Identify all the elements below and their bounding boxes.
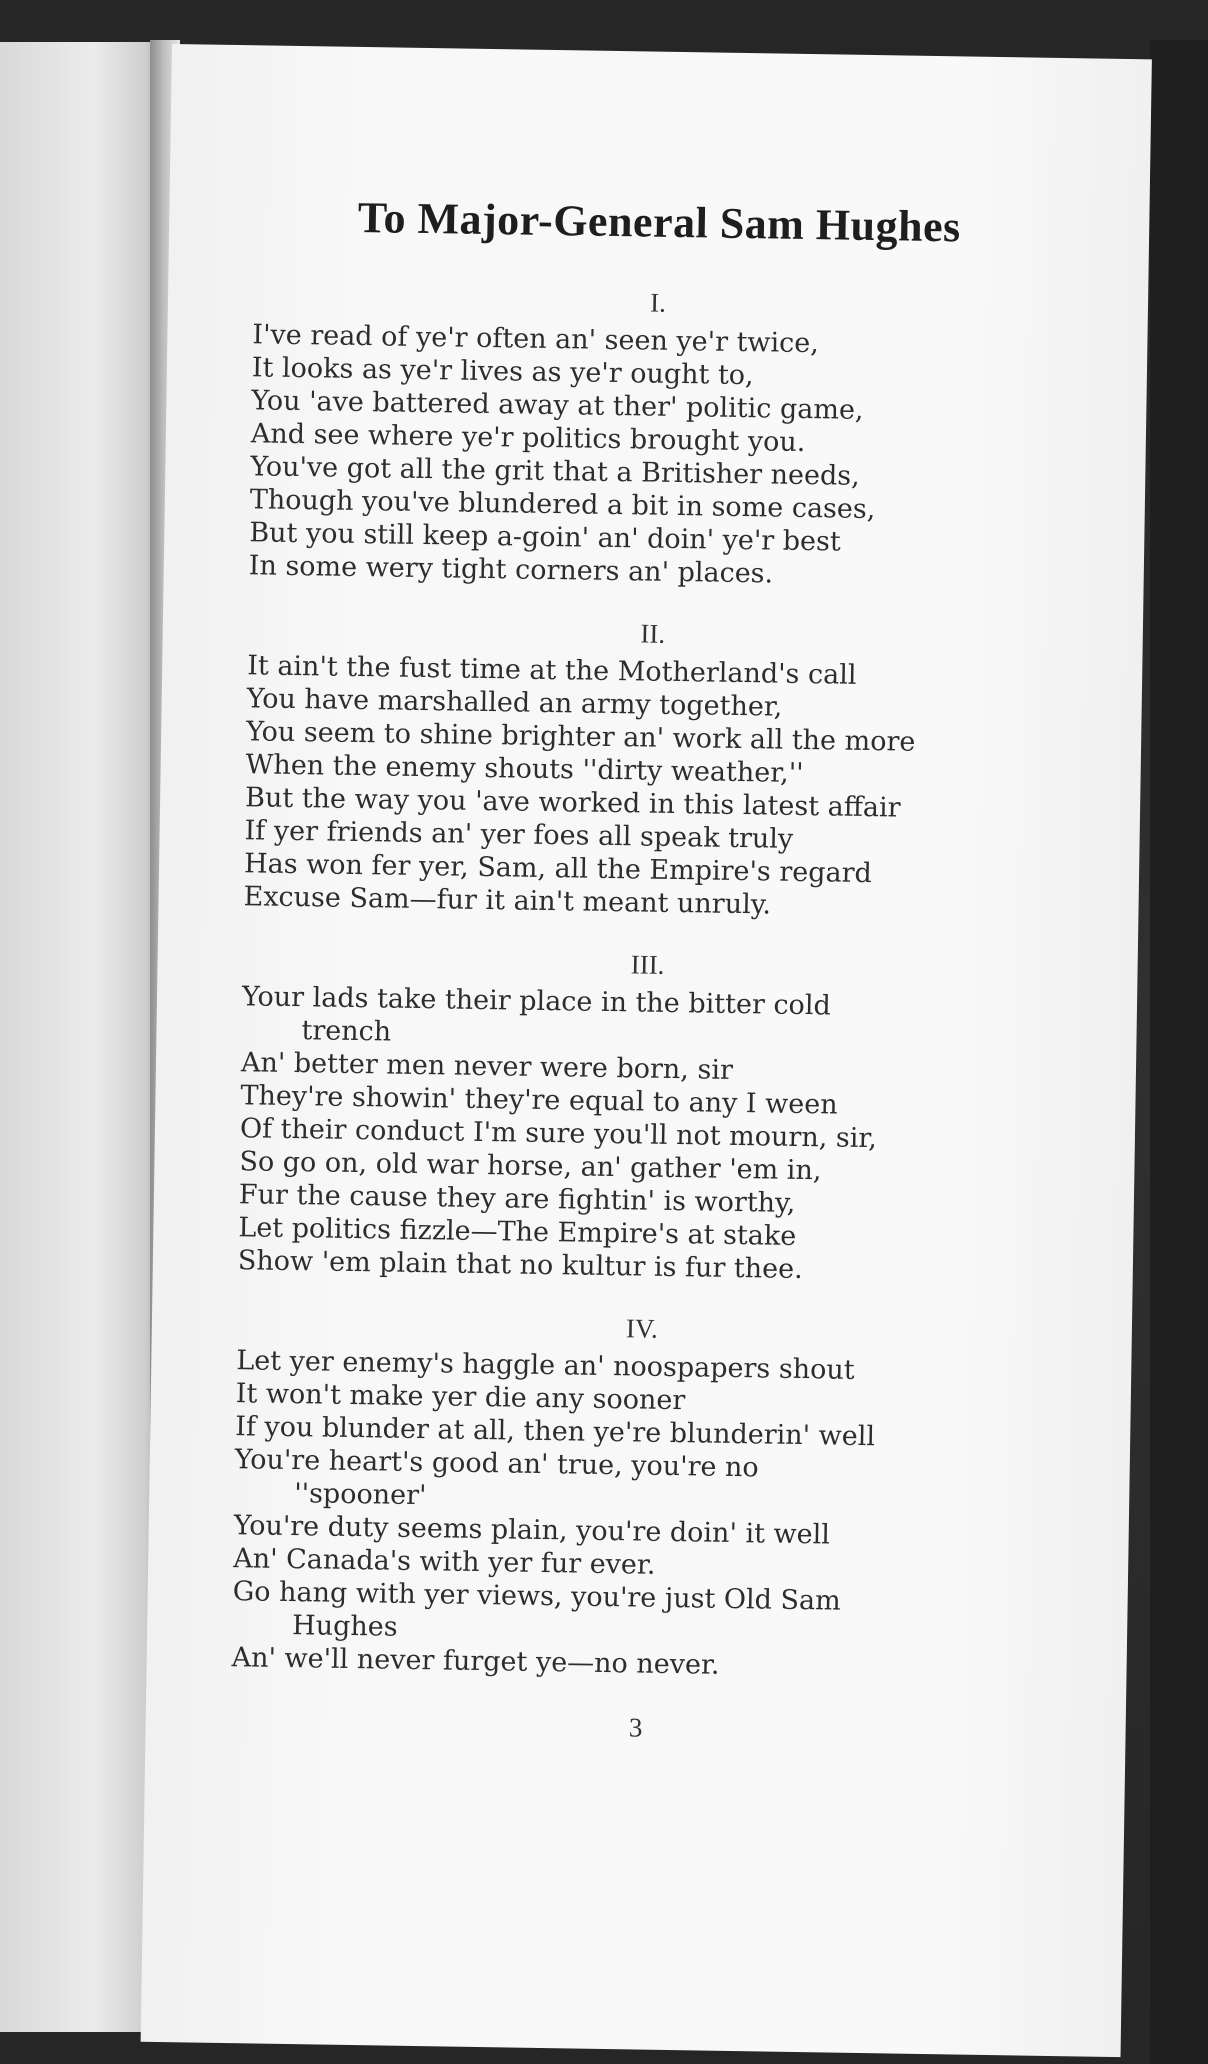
verse-line-continuation: ''spooner'	[294, 1478, 427, 1512]
verse-line: An' we'll never furget ye—no never.	[231, 1642, 720, 1681]
verse-line: In some wery tight corners an' places.	[248, 550, 774, 590]
verse-line: You 'ave battered away at ther' politic game,	[251, 385, 864, 426]
verse-line: An' better men never were born, sir	[240, 1047, 734, 1086]
verse-line: Though you've blundered a bit in some cases,	[249, 484, 876, 526]
verse-line: And see where ye'r politics brought you.	[250, 418, 806, 458]
verse-line: Fur the cause they are fightin' is worthy,	[238, 1179, 796, 1219]
stanza-numeral: III.	[630, 949, 665, 980]
stanza-4	[231, 1307, 1047, 1687]
verse-line: Go hang with yer views, you're just Old Sam	[232, 1576, 841, 1617]
page-content	[230, 190, 1064, 1750]
stanza-numeral: I.	[649, 287, 667, 318]
verse-line: But the way you 'ave worked in this latest affair	[244, 782, 901, 824]
verse-line: Of their conduct I'm sure you'll not mourn, sir,	[239, 1113, 878, 1155]
verse-line-continuation: Hughes	[291, 1610, 398, 1643]
verse-line: Your lads take their place in the bitter cold	[241, 981, 831, 1022]
stanza-numeral: IV.	[625, 1313, 658, 1344]
verse-line: When the enemy shouts ''dirty weather,''	[245, 749, 804, 790]
verse-line: You're heart's good an' true, you're no	[234, 1444, 759, 1484]
verse-line: You've got all the grit that a Britisher needs,	[250, 451, 860, 492]
verse-line: If yer friends an' yer foes all speak truly	[244, 815, 794, 855]
scan-edge	[1150, 40, 1208, 2064]
page-number: 3	[628, 1712, 643, 1743]
stanza-2	[243, 612, 1058, 926]
verse-line: If you blunder at all, then ye're blunderin' well	[235, 1411, 876, 1453]
poem-title: To Major-General Sam Hughes	[357, 192, 962, 252]
verse-line-continuation: trench	[301, 1015, 392, 1048]
verse-line: An' Canada's with yer fur ever.	[232, 1543, 656, 1581]
verse-line: It looks as ye'r lives as ye'r ought to,	[251, 352, 754, 392]
verse-line: Let yer enemy's haggle an' noospapers shout	[236, 1345, 855, 1386]
verse-line: Let politics fizzle—The Empire's at stake	[238, 1212, 797, 1252]
verse-line: Has won fer yer, Sam, all the Empire's regard	[243, 848, 873, 890]
verse-line: You're duty seems plain, you're doin' it well	[233, 1510, 831, 1551]
stanza-1	[249, 281, 1064, 595]
stanza-3	[238, 943, 1053, 1290]
verse-line: You seem to shine brighter an' work all the more	[245, 716, 916, 758]
verse-line: But you still keep a-goin' an' doin' ye'r best	[249, 517, 841, 558]
verse-line: It ain't the fust time at the Motherland's call	[246, 650, 857, 691]
verse-line: So go on, old war horse, an' gather 'em in,	[239, 1146, 822, 1187]
verse-line: It won't make yer die any sooner	[235, 1378, 686, 1417]
verse-line: Excuse Sam—fur it ain't meant unruly.	[243, 881, 772, 921]
book-page	[141, 44, 1152, 2057]
verse-line: I've read of ye'r often an' seen ye'r twice,	[252, 319, 820, 360]
stanza-numeral: II.	[640, 618, 666, 649]
verse-line: Show 'em plain that no kultur is fur thee.	[237, 1245, 803, 1286]
verse-line: You have marshalled an army together,	[246, 683, 783, 723]
verse-line: They're showin' they're equal to any I ween	[240, 1080, 838, 1121]
